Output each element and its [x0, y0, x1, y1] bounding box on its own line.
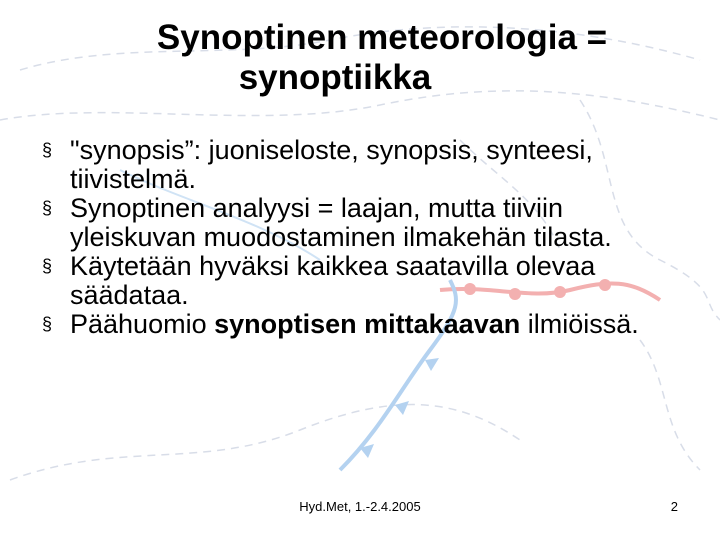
slide-title-line-2: synoptiikka [238, 58, 432, 97]
bullet-marker-icon: § [42, 256, 53, 276]
bullet-item [42, 310, 682, 339]
bullet-item [42, 252, 682, 310]
bullet-text-bold: synoptisen mittakaavan [214, 309, 521, 339]
bullet-marker-icon: § [42, 198, 53, 218]
slide-title [60, 18, 680, 98]
bullet-marker-icon: § [42, 314, 53, 334]
bullet-text: Synoptinen analyysi = laajan, mutta tiiviin yleiskuvan muodostaminen ilmakehän tilasta. [70, 193, 612, 252]
page-number: 2 [670, 499, 678, 514]
bullet-item [42, 194, 682, 252]
bullet-item [42, 136, 682, 194]
bullet-marker-icon: § [42, 140, 53, 160]
bullet-text: Käytetään hyväksi kaikkea saatavilla olevaa säädataa. [70, 251, 596, 310]
bullet-text-rest: ilmiöissä. [520, 309, 639, 339]
slide-title-line-1: Synoptinen meteorologia = [156, 18, 608, 57]
bullet-text-plain: Päähuomio [70, 309, 215, 339]
bullet-text: "synopsis”: juoniseloste, synopsis, synteesi, tiivistelmä. [70, 135, 593, 194]
bullet-list [42, 136, 682, 339]
bullet-text [70, 309, 639, 339]
footer-text: Hyd.Met, 1.-2.4.2005 [299, 499, 421, 514]
